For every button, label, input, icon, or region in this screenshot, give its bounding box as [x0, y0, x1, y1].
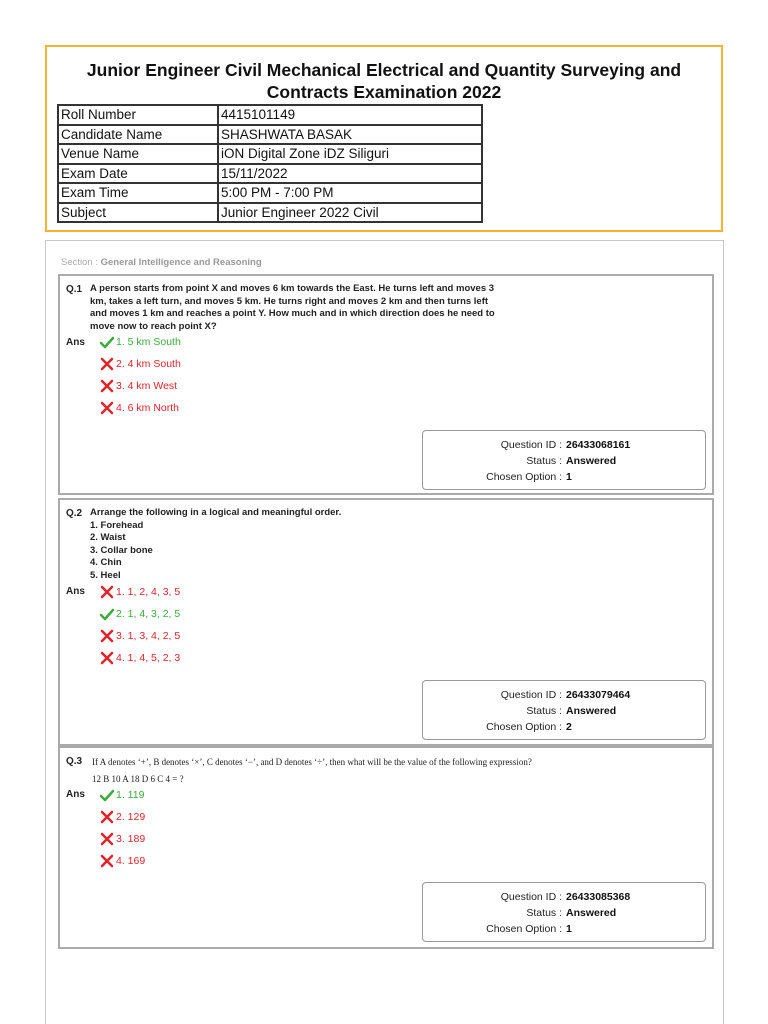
section-prefix: Section :: [61, 257, 98, 268]
option-label: 1. 119: [116, 789, 145, 801]
question-text-line: km, takes a left turn, and moves 5 km. He turns right and moves 2 km and then turns left: [90, 295, 489, 307]
question-card-3: [58, 746, 714, 949]
status-row: [423, 906, 705, 920]
status-value: Answered: [566, 455, 617, 467]
chosen-option-label: Chosen Option :: [486, 721, 562, 733]
option-label: 2. 4 km South: [116, 358, 181, 370]
question-text-line: 1. Forehead: [90, 519, 144, 531]
option-label: 1. 5 km South: [116, 336, 181, 348]
cross-icon: [100, 651, 114, 665]
table-row: [58, 164, 482, 184]
question-id-row: [423, 890, 705, 904]
option-1: [100, 787, 144, 803]
table-row: [58, 105, 482, 125]
check-icon: [100, 607, 114, 621]
chosen-option-value: 1: [566, 471, 572, 483]
info-key: Exam Date: [58, 164, 218, 184]
info-value: 5:00 PM - 7:00 PM: [218, 183, 482, 203]
info-value: 15/11/2022: [218, 164, 482, 184]
status-value: Answered: [566, 907, 617, 919]
check-icon: [100, 335, 114, 349]
question-status-panel: [422, 680, 706, 740]
option-4: [100, 650, 180, 666]
table-row: [58, 203, 482, 223]
question-text-line: 3. Collar bone: [90, 544, 153, 556]
option-label: 3. 1, 3, 4, 2, 5: [116, 630, 181, 642]
cross-icon: [100, 401, 114, 415]
option-label: 4. 1, 4, 5, 2, 3: [116, 652, 181, 664]
question-id-label: Question ID :: [500, 689, 562, 701]
ans-label: Ans: [66, 337, 85, 348]
chosen-option-row: [423, 922, 705, 936]
chosen-option-value: 1: [566, 923, 572, 935]
option-label: 3. 4 km West: [116, 380, 178, 392]
cross-icon: [100, 832, 114, 846]
question-text-line: 5. Heel: [90, 569, 121, 581]
cross-icon: [100, 357, 114, 371]
option-1: [100, 584, 180, 600]
question-text: [90, 283, 510, 333]
question-text: [90, 507, 510, 582]
question-number: Q.2: [66, 508, 83, 519]
table-row: [58, 144, 482, 164]
option-2: [100, 356, 181, 372]
question-number: Q.3: [66, 756, 83, 767]
question-id-value: 26433068161: [566, 439, 631, 451]
exam-title: Junior Engineer Civil Mechanical Electrical and Quantity Surveying and Contracts Examination 2022: [86, 60, 682, 102]
question-id-row: [423, 688, 705, 702]
ans-label: Ans: [66, 586, 85, 597]
exam-header: [45, 45, 723, 232]
option-3: [100, 628, 180, 644]
chosen-option-label: Chosen Option :: [486, 471, 562, 483]
option-4: [100, 853, 145, 869]
question-id-label: Question ID :: [500, 439, 562, 451]
question-text-line: and moves 1 km and reaches a point Y. How much and in which direction does he need to: [90, 308, 495, 319]
question-id-row: [423, 438, 705, 452]
info-key: Venue Name: [58, 144, 218, 164]
cross-icon: [100, 810, 114, 824]
section-label: [61, 257, 262, 268]
status-row: [423, 454, 705, 468]
info-key: Subject: [58, 203, 218, 223]
question-text-line: 4. Chin: [90, 557, 122, 568]
status-value: Answered: [566, 705, 617, 717]
chosen-option-row: [423, 720, 705, 734]
question-id-value: 26433079464: [566, 689, 631, 701]
info-key: Candidate Name: [58, 125, 218, 145]
question-expression: 12 B 10 A 18 D 6 C 4 = ?: [92, 774, 184, 784]
question-card-1: [58, 274, 714, 495]
option-2: [100, 809, 145, 825]
chosen-option-value: 2: [566, 721, 572, 733]
status-row: [423, 704, 705, 718]
question-id-label: Question ID :: [500, 891, 562, 903]
ans-label: Ans: [66, 789, 85, 800]
cross-icon: [100, 854, 114, 868]
chosen-option-label: Chosen Option :: [486, 923, 562, 935]
response-sheet: [45, 240, 724, 1024]
candidate-info-table: [57, 104, 483, 223]
question-text-line: If A denotes ‘+’, B denotes ‘×’, C denotes ‘−’, and D denotes ‘÷’, then what will be the value of the following expression?: [92, 757, 532, 767]
option-1: [100, 334, 181, 350]
option-4: [100, 400, 179, 416]
question-text-line: Arrange the following in a logical and meaningful order.: [90, 507, 342, 518]
option-3: [100, 378, 177, 394]
check-icon: [100, 788, 114, 802]
question-status-panel: [422, 430, 706, 490]
info-value: Junior Engineer 2022 Civil: [218, 203, 482, 223]
status-label: Status :: [526, 455, 562, 467]
option-3: [100, 831, 145, 847]
option-2: [100, 606, 180, 622]
cross-icon: [100, 629, 114, 643]
table-row: [58, 183, 482, 203]
question-text-line: 2. Waist: [90, 532, 126, 543]
info-key: Exam Time: [58, 183, 218, 203]
chosen-option-row: [423, 470, 705, 484]
info-value: SHASHWATA BASAK: [218, 125, 482, 145]
info-value: 4415101149: [218, 105, 482, 125]
question-number: Q.1: [66, 284, 83, 295]
option-label: 1. 1, 2, 4, 3, 5: [116, 586, 181, 598]
cross-icon: [100, 379, 114, 393]
table-row: [58, 125, 482, 145]
option-label: 2. 1, 4, 3, 2, 5: [116, 608, 181, 620]
question-status-panel: [422, 882, 706, 942]
question-text-line: A person starts from point X and moves 6 km towards the East. He turns left and moves 3: [90, 283, 495, 294]
info-key: Roll Number: [58, 105, 218, 125]
question-text-line: move now to reach point X?: [90, 320, 217, 332]
option-label: 3. 189: [116, 833, 146, 845]
question-id-value: 26433085368: [566, 891, 631, 903]
status-label: Status :: [526, 705, 562, 717]
option-label: 2. 129: [116, 811, 146, 823]
cross-icon: [100, 585, 114, 599]
info-value: iON Digital Zone iDZ Siliguri: [218, 144, 482, 164]
option-label: 4. 169: [116, 855, 146, 867]
option-label: 4. 6 km North: [116, 402, 180, 414]
question-card-2: [58, 498, 714, 746]
status-label: Status :: [526, 907, 562, 919]
section-name: General Intelligence and Reasoning: [100, 257, 262, 268]
